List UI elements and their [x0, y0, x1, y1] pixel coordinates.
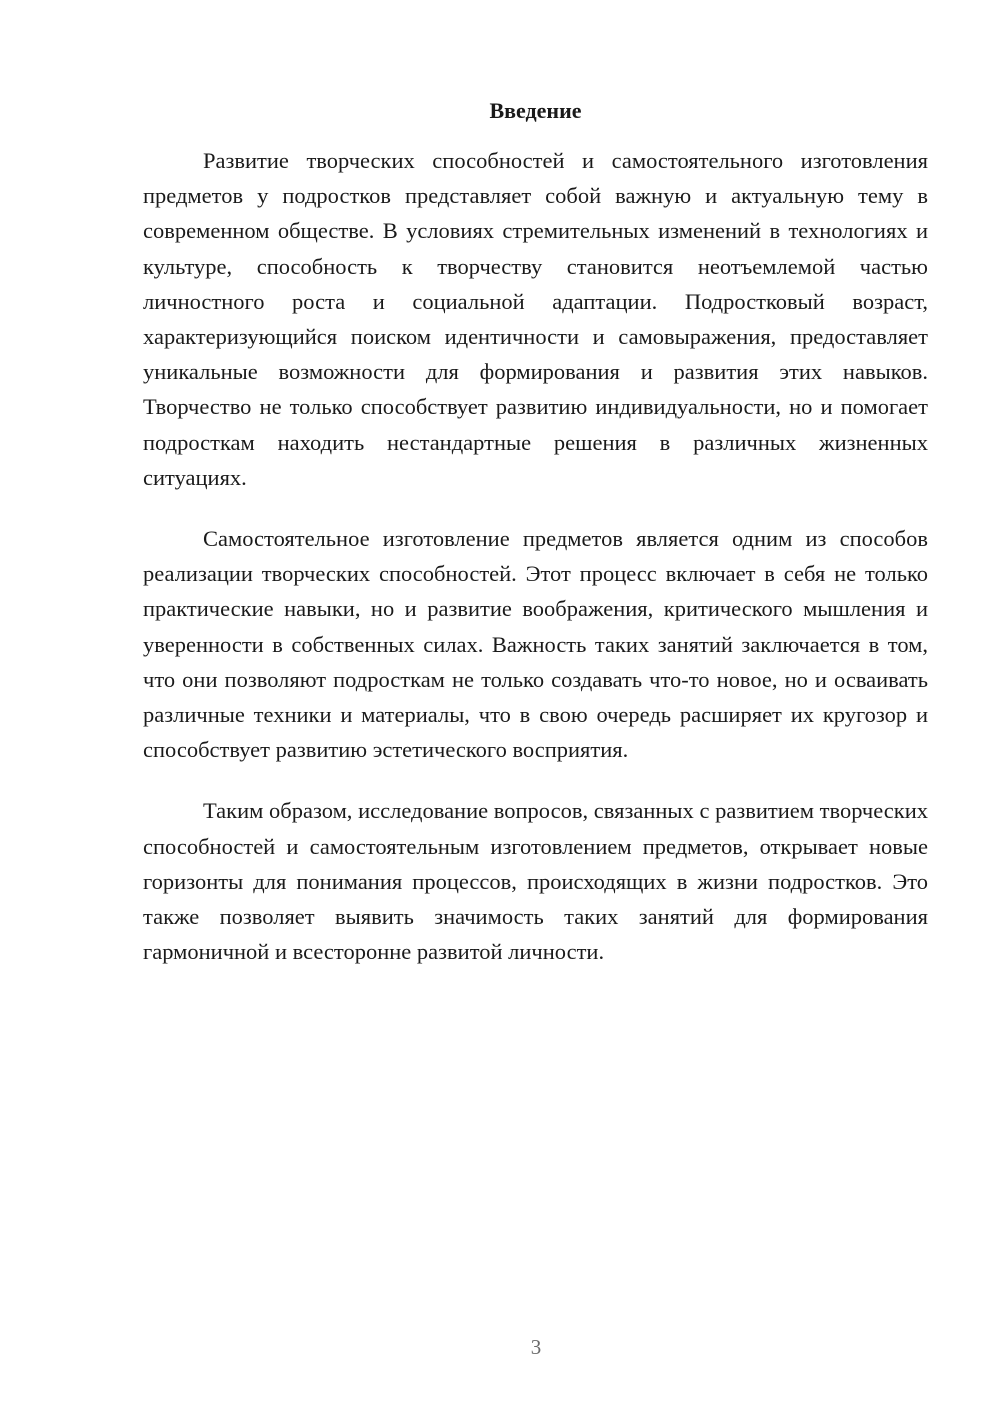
page-title: Введение: [489, 98, 582, 123]
paragraph-1: Развитие творческих способностей и самостоятельного изготовления предметов у подростков представляет собой важную и актуальную тему в современном обществе. В условиях стремительных изменений в технологиях и культуре, способность к творчеству становится неотъемлемой частью личностного роста и социальной адаптации. Подростковый возраст, характеризующийся поиском идентичности и самовыражения, предоставляет уникальные возможности для формирования и развития этих навыков. Творчество не только способствует развитию индивидуальности, но и помогает подросткам находить нестандартные решения в различных жизненных ситуациях.: [143, 148, 928, 490]
paragraph-2: Самостоятельное изготовление предметов является одним из способов реализации творческих способностей. Этот процесс включает в себя не только практические навыки, но и развитие воображения, критического мышления и уверенности в собственных силах. Важность таких занятий заключается в том, что они позволяют подросткам не только создавать что-то новое, но и осваивать различные техники и материалы, что в свою очередь расширяет их кругозор и способствует развитию эстетического восприятия.: [143, 526, 928, 763]
page-number: 3: [530, 1335, 542, 1359]
document-body: [143, 143, 928, 995]
paragraph-3: Таким образом, исследование вопросов, связанных с развитием творческих способностей и самостоятельным изготовлением предметов, открывает новые горизонты для понимания процессов, происходящих в жизни подростков. Это также позволяет выявить значимость таких занятий для формирования гармоничной и всесторонне развитой личности.: [143, 798, 928, 965]
